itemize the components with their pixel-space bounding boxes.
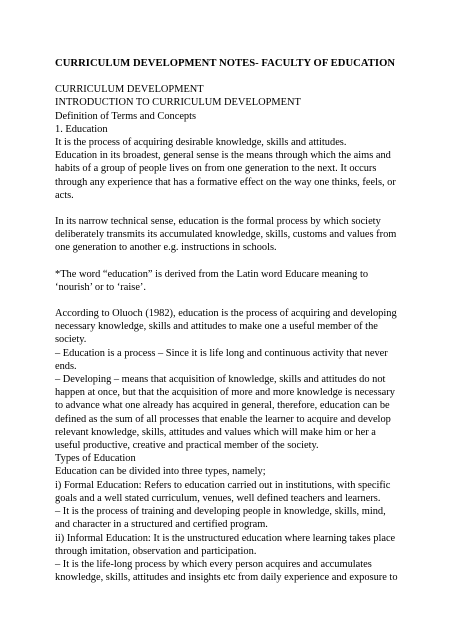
text-line: Education can be divided into three types, namely; bbox=[55, 466, 266, 478]
text-line: 1. Education bbox=[55, 123, 108, 135]
text-line: CURRICULUM DEVELOPMENT bbox=[55, 84, 204, 96]
text-line: – It is the life-long process by which every person acquires and accumulates bbox=[55, 558, 372, 570]
paragraph-gap bbox=[55, 202, 473, 215]
text-line: defined as the sum of all processes that enable the learner to acquire and develop bbox=[55, 413, 391, 425]
text-line: one generation to another e.g. instructions in schools. bbox=[55, 242, 277, 254]
text-line: happen at once, but that the acquisition of more and more knowledge is necessary bbox=[55, 387, 395, 399]
text-line: deliberately transmits its accumulated knowledge, skills, customs and values from bbox=[55, 229, 397, 241]
text-line: Types of Education bbox=[55, 453, 136, 465]
text-line: INTRODUCTION TO CURRICULUM DEVELOPMENT bbox=[55, 97, 301, 109]
document-title: CURRICULUM DEVELOPMENT NOTES- FACULTY OF EDUCATION bbox=[55, 58, 396, 69]
text-line: relevant knowledge, skills, attitudes and values which will make him or her a bbox=[55, 426, 376, 438]
paragraph-gap bbox=[55, 294, 473, 307]
text-line: goals and a well stated curriculum, venues, well defined teachers and learners. bbox=[55, 492, 381, 504]
paragraph-gap bbox=[55, 255, 473, 268]
text-line: Education in its broadest, general sense is the means through which the aims and bbox=[55, 150, 391, 162]
text-line: ‘nourish’ or to ‘raise’. bbox=[55, 281, 146, 293]
text-line: – Education is a process – Since it is life long and continuous activity that never bbox=[55, 347, 388, 359]
text-line: It is the process of acquiring desirable knowledge, skills and attitudes. bbox=[55, 137, 347, 149]
document-page bbox=[55, 57, 473, 584]
text-line: to advance what one already has acquired in general, therefore, education can be bbox=[55, 400, 390, 412]
text-line: In its narrow technical sense, education is the formal process by which society bbox=[55, 216, 381, 228]
text-line: i) Formal Education: Refers to education carried out in institutions, with specific bbox=[55, 479, 391, 491]
text-line: ends. bbox=[55, 360, 77, 372]
text-line: Definition of Terms and Concepts bbox=[55, 110, 197, 122]
text-line: acts. bbox=[55, 189, 74, 201]
text-line: ii) Informal Education: It is the unstructured education where learning takes place bbox=[55, 532, 396, 544]
text-line: – It is the process of training and developing people in knowledge, skills, mind, bbox=[55, 506, 386, 518]
text-line: *The word “education” is derived from the Latin word Educare meaning to bbox=[55, 268, 369, 280]
text-line: knowledge, skills, attitudes and insights etc from daily experience and exposure to bbox=[55, 572, 398, 584]
text-line: society. bbox=[55, 334, 87, 346]
text-line: through imitation, observation and participation. bbox=[55, 545, 257, 557]
text-line: – Developing – means that acquisition of knowledge, skills and attitudes do not bbox=[55, 374, 386, 386]
text-line: According to Oluoch (1982), education is the process of acquiring and developing bbox=[55, 308, 397, 320]
text-line: through any experience that has a formative effect on the way one thinks, feels, or bbox=[55, 176, 396, 188]
document-body bbox=[55, 83, 473, 584]
text-line: and character in a structured and certified program. bbox=[55, 519, 268, 531]
text-line: necessary knowledge, skills and attitudes to make one a useful member of the bbox=[55, 321, 378, 333]
text-line: habits of a group of people lives on from one generation to the next. It occurs bbox=[55, 163, 377, 175]
text-line: useful productive, creative and practical member of the society. bbox=[55, 440, 319, 452]
